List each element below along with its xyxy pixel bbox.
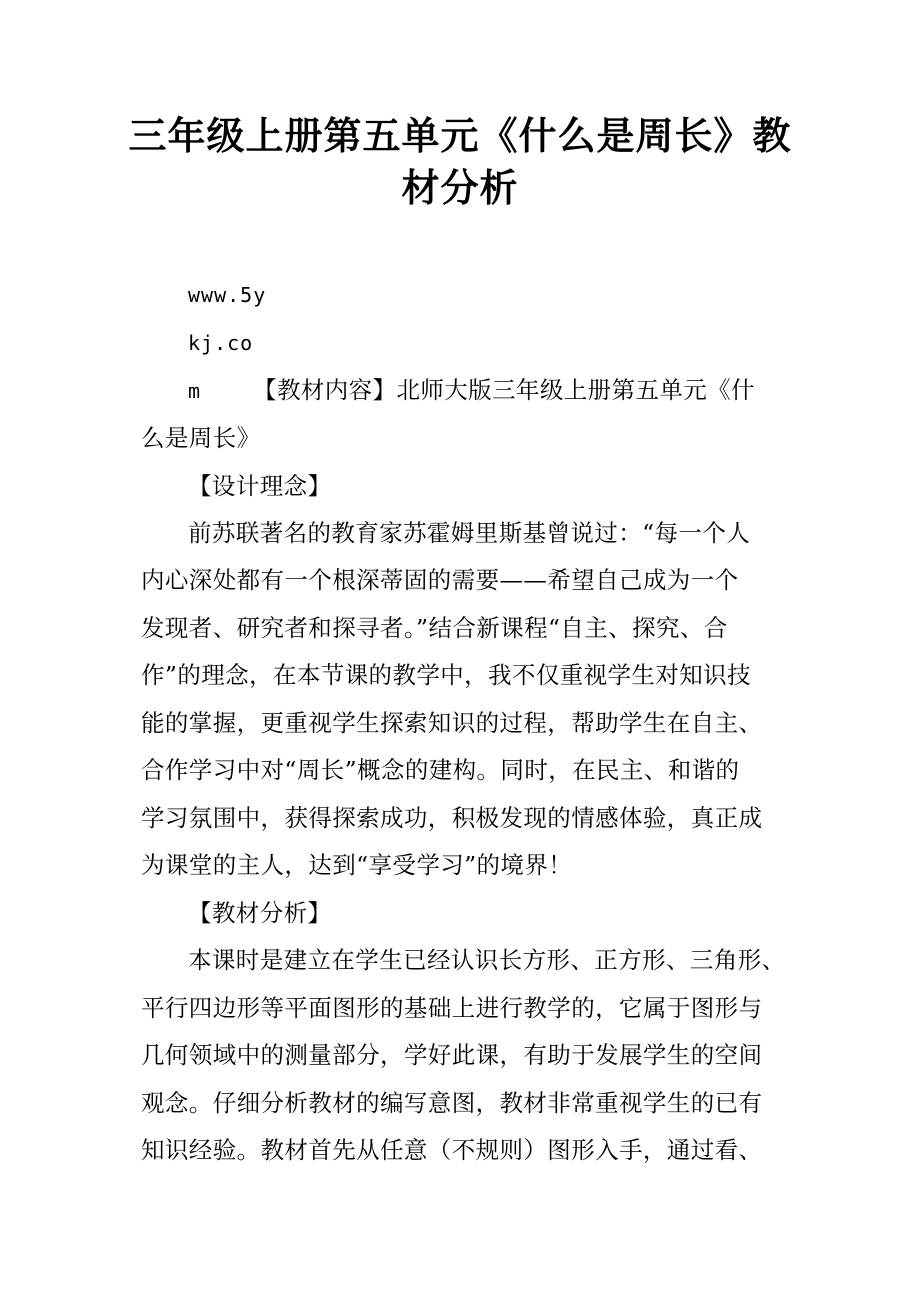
- section-heading-design: 【设计理念】: [188, 472, 332, 500]
- analysis-paragraph-line: 几何领域中的测量部分，学好此课，有助于发展学生的空间: [141, 1041, 763, 1069]
- design-paragraph-line: 为课堂的主人，达到“享受学习”的境界！: [141, 851, 573, 879]
- content-label: 【教材内容】北师大版三年级上册第五单元《什: [253, 376, 755, 404]
- url-fragment-2: kj.co: [188, 331, 254, 355]
- analysis-paragraph-line: 知识经验。教材首先从任意（不规则）图形入手，通过看、: [141, 1136, 763, 1164]
- design-paragraph-line: 发现者、研究者和探寻者。”结合新课程“自主、探究、合: [141, 614, 728, 642]
- analysis-paragraph-line: 观念。仔细分析教材的编写意图，教材非常重视学生的已有: [141, 1089, 763, 1117]
- design-paragraph-line: 合作学习中对“周长”概念的建构。同时，在民主、和谐的: [141, 756, 740, 784]
- content-line: [188, 374, 755, 407]
- design-paragraph-line: 学习氛围中，获得探索成功，积极发现的情感体验，真正成: [141, 804, 763, 832]
- design-paragraph-line: 前苏联著名的教育家苏霍姆里斯基曾说过：“每一个人: [188, 519, 751, 547]
- url-fragment-3: m: [188, 379, 202, 403]
- document-title-line-1: 三年级上册第五单元《什么是周长》教: [128, 113, 792, 158]
- content-label-continuation: 么是周长》: [141, 424, 261, 452]
- design-paragraph-line: 内心深处都有一个根深蒂固的需要——希望自己成为一个: [141, 566, 739, 594]
- document-title-line-2: 材分析: [401, 165, 519, 210]
- analysis-paragraph-line: 平行四边形等平面图形的基础上进行教学的，它属于图形与: [141, 994, 763, 1022]
- design-paragraph-line: 能的掌握，更重视学生探索知识的过程，帮助学生在自主、: [141, 709, 763, 737]
- design-paragraph-line: 作”的理念，在本节课的教学中，我不仅重视学生对知识技: [141, 661, 751, 689]
- url-fragment-1: www.5y: [188, 283, 267, 307]
- analysis-paragraph-line: 本课时是建立在学生已经认识长方形、正方形、三角形、: [188, 946, 786, 974]
- section-heading-analysis: 【教材分析】: [188, 899, 332, 927]
